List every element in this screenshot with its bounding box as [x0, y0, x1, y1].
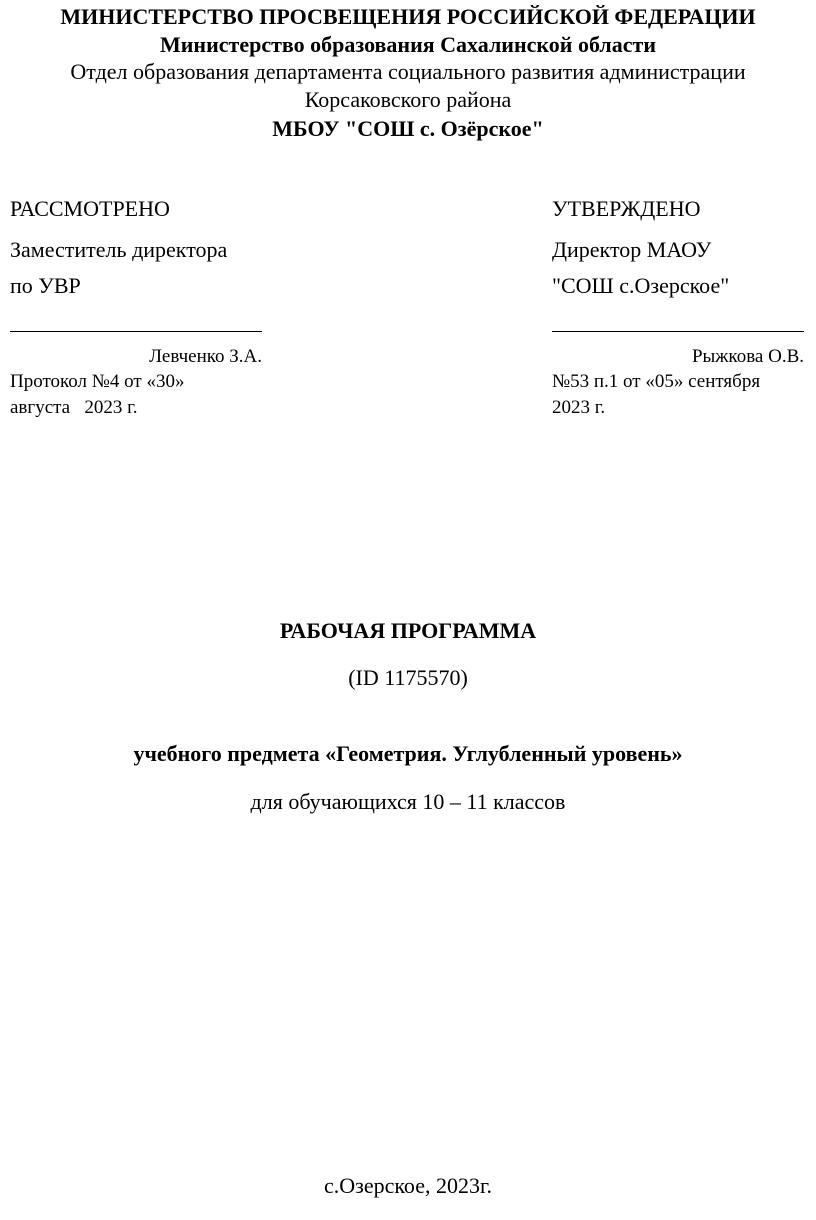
- department-line-2: Корсаковского района: [304, 87, 512, 112]
- approval-left-protocol-1: Протокол №4 от «30»: [10, 371, 185, 392]
- approval-left-position-2: по УВР: [10, 273, 81, 298]
- program-title: РАБОЧАЯ ПРОГРАММА: [279, 618, 537, 643]
- approval-left-status: РАССМОТРЕНО: [10, 196, 170, 221]
- program-grades: для обучающихся 10 – 11 классов: [250, 789, 566, 814]
- approval-right-signer: Рыжкова О.В.: [691, 346, 804, 367]
- program-id: (ID 1175570): [348, 665, 468, 690]
- approval-left-protocol-2: августа 2023 г.: [10, 397, 138, 418]
- regional-ministry: Министерство образования Сахалинской области: [159, 32, 657, 57]
- department-line-1: Отдел образования департамента социального развития администрации: [70, 59, 746, 84]
- program-subject: учебного предмета «Геометрия. Углубленный уровень»: [133, 741, 683, 766]
- approval-right-position-1: Директор МАОУ: [552, 237, 712, 262]
- approval-left-signature-line: [10, 331, 262, 332]
- approval-right-signature-line: [552, 331, 804, 332]
- approval-right-position-2: "СОШ с.Озерское": [552, 273, 730, 298]
- ministry-title: МИНИСТЕРСТВО ПРОСВЕЩЕНИЯ РОССИЙСКОЙ ФЕДЕРАЦИИ: [60, 4, 756, 29]
- approval-right-status: УТВЕРЖДЕНО: [552, 196, 701, 221]
- approval-left-signer: Левченко З.А.: [149, 346, 262, 367]
- footer-place-year: с.Озерское, 2023г.: [323, 1173, 493, 1198]
- approval-right-protocol-2: 2023 г.: [552, 397, 606, 418]
- approval-left-position-1: Заместитель директора: [10, 237, 228, 262]
- approval-right-protocol-1: №53 п.1 от «05» сентября: [552, 371, 761, 392]
- school-name: МБОУ "СОШ с. Озёрское": [272, 116, 544, 141]
